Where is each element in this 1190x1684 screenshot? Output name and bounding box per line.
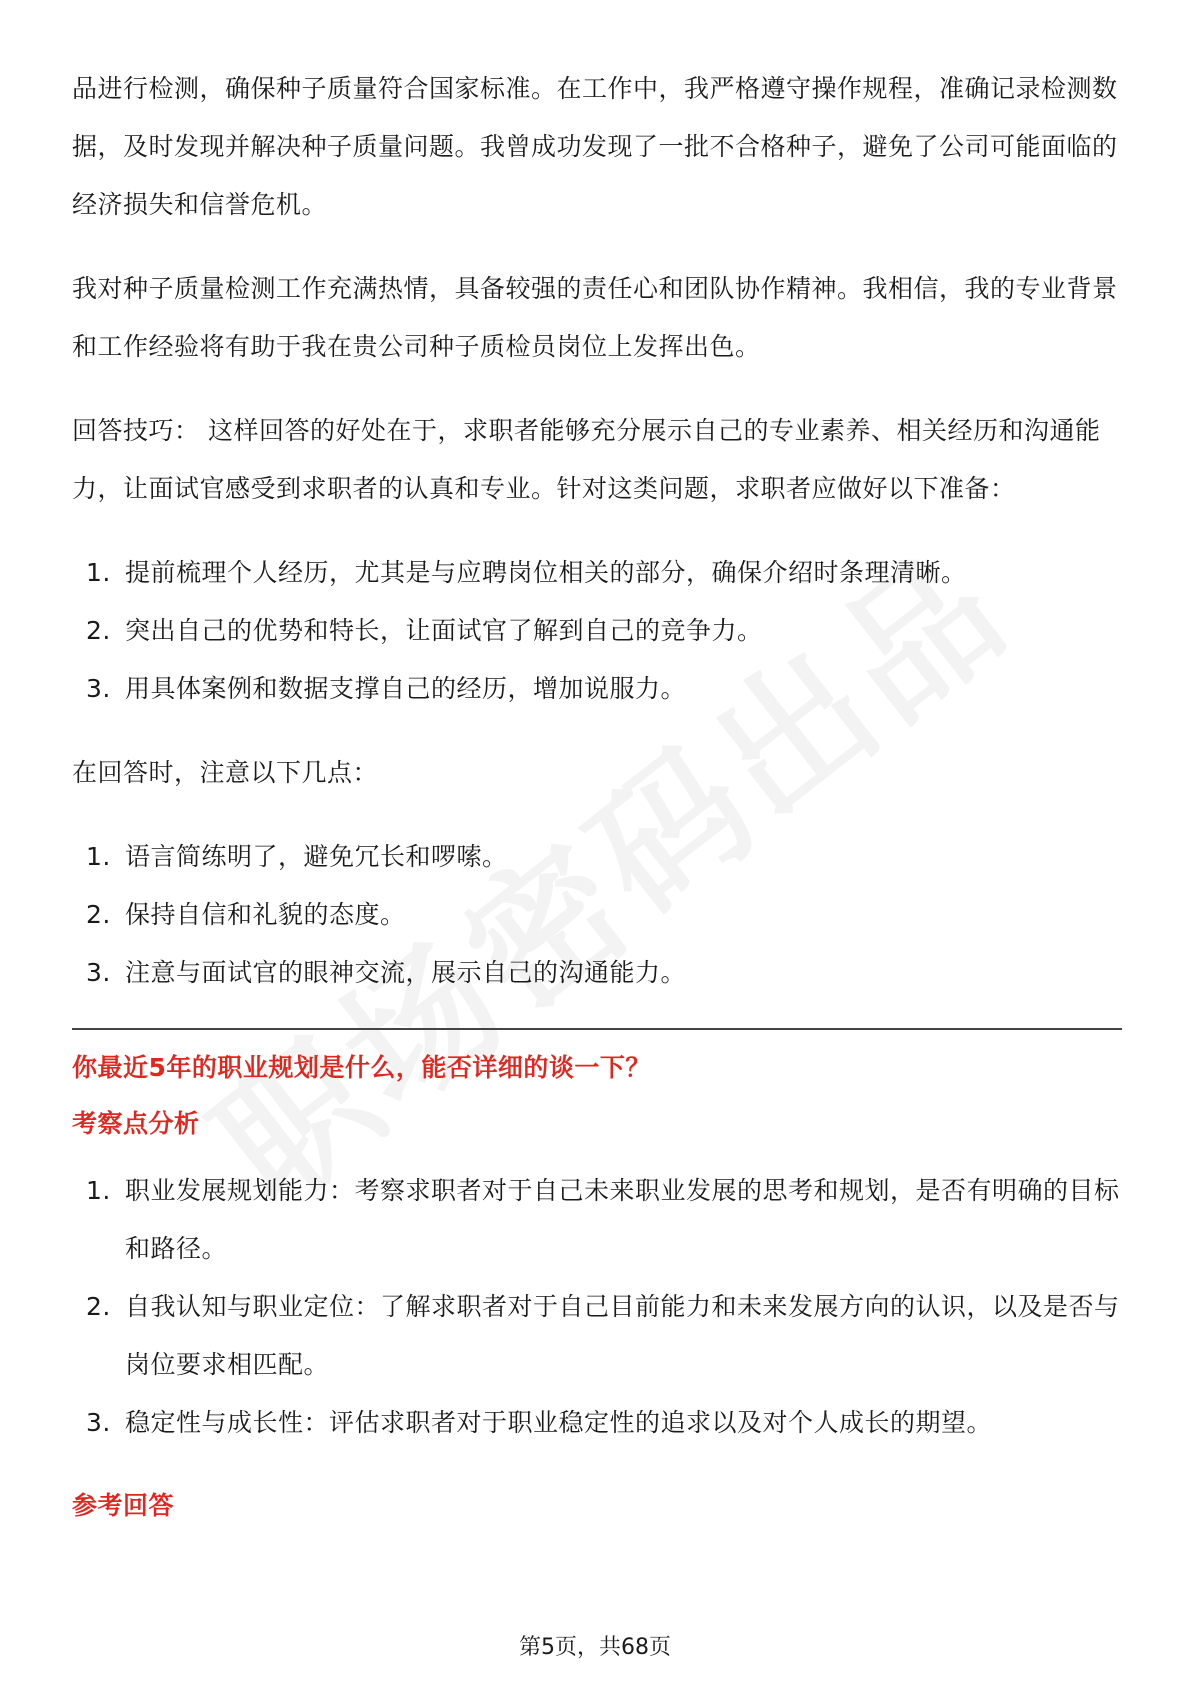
analysis-list xyxy=(72,1162,1122,1452)
list-number: 3. xyxy=(86,674,111,703)
list-item-text: 稳定性与成长性：评估求职者对于职业稳定性的追求以及对个人成长的期望。 xyxy=(125,1408,993,1437)
list-item xyxy=(72,544,1122,602)
list-item xyxy=(72,886,1122,944)
notice-intro: 在回答时，注意以下几点： xyxy=(72,758,379,787)
paragraph-enthusiasm: 我对种子质量检测工作充满热情，具备较强的责任心和团队协作精神。我相信，我的专业背景和工作经验将有助于我在贵公司种子质检员岗位上发挥出色。 xyxy=(72,274,1118,361)
list-number: 3. xyxy=(86,1408,111,1437)
list-item xyxy=(72,1278,1122,1394)
list-item-text: 用具体案例和数据支撑自己的经历，增加说服力。 xyxy=(125,674,687,703)
list-item xyxy=(72,944,1122,1002)
reference-heading: 参考回答 xyxy=(72,1491,175,1520)
list-item xyxy=(72,828,1122,886)
list-item-text: 职业发展规划能力：考察求职者对于自己未来职业发展的思考和规划，是否有明确的目标和路径。 xyxy=(125,1176,1120,1263)
list-number: 2. xyxy=(86,900,111,929)
prep-list xyxy=(72,544,1122,718)
notice-list xyxy=(72,828,1122,1002)
page-content xyxy=(72,60,1122,1534)
list-number: 1. xyxy=(86,558,111,587)
section-divider xyxy=(72,1028,1122,1030)
list-number: 1. xyxy=(86,1176,111,1205)
list-item-text: 突出自己的优势和特长，让面试官了解到自己的竞争力。 xyxy=(125,616,763,645)
list-item xyxy=(72,660,1122,718)
list-item xyxy=(72,1394,1122,1452)
list-item xyxy=(72,602,1122,660)
list-item-text: 语言简练明了，避免冗长和啰嗦。 xyxy=(125,842,508,871)
list-number: 1. xyxy=(86,842,111,871)
list-number: 3. xyxy=(86,958,111,987)
list-number: 2. xyxy=(86,1292,111,1321)
paragraph-work-experience: 品进行检测，确保种子质量符合国家标准。在工作中，我严格遵守操作规程，准确记录检测数据，及时发现并解决种子质量问题。我曾成功发现了一批不合格种子，避免了公司可能面临的经济损失和信誉危机。 xyxy=(72,74,1118,219)
paragraph-answer-tips: 回答技巧： 这样回答的好处在于，求职者能够充分展示自己的专业素养、相关经历和沟通能力，让面试官感受到求职者的认真和专业。针对这类问题，求职者应做好以下准备： xyxy=(72,416,1101,503)
list-item-text: 注意与面试官的眼神交流，展示自己的沟通能力。 xyxy=(125,958,687,987)
question-heading: 你最近5年的职业规划是什么，能否详细的谈一下？ xyxy=(72,1053,651,1082)
list-item xyxy=(72,1162,1122,1278)
list-item-text: 自我认知与职业定位：了解求职者对于自己目前能力和未来发展方向的认识，以及是否与岗位要求相匹配。 xyxy=(125,1292,1120,1379)
list-item-text: 保持自信和礼貌的态度。 xyxy=(125,900,406,929)
analysis-heading: 考察点分析 xyxy=(72,1109,200,1138)
page-number: 第5页，共68页 xyxy=(519,1635,671,1660)
list-number: 2. xyxy=(86,616,111,645)
list-item-text: 提前梳理个人经历，尤其是与应聘岗位相关的部分，确保介绍时条理清晰。 xyxy=(125,558,967,587)
